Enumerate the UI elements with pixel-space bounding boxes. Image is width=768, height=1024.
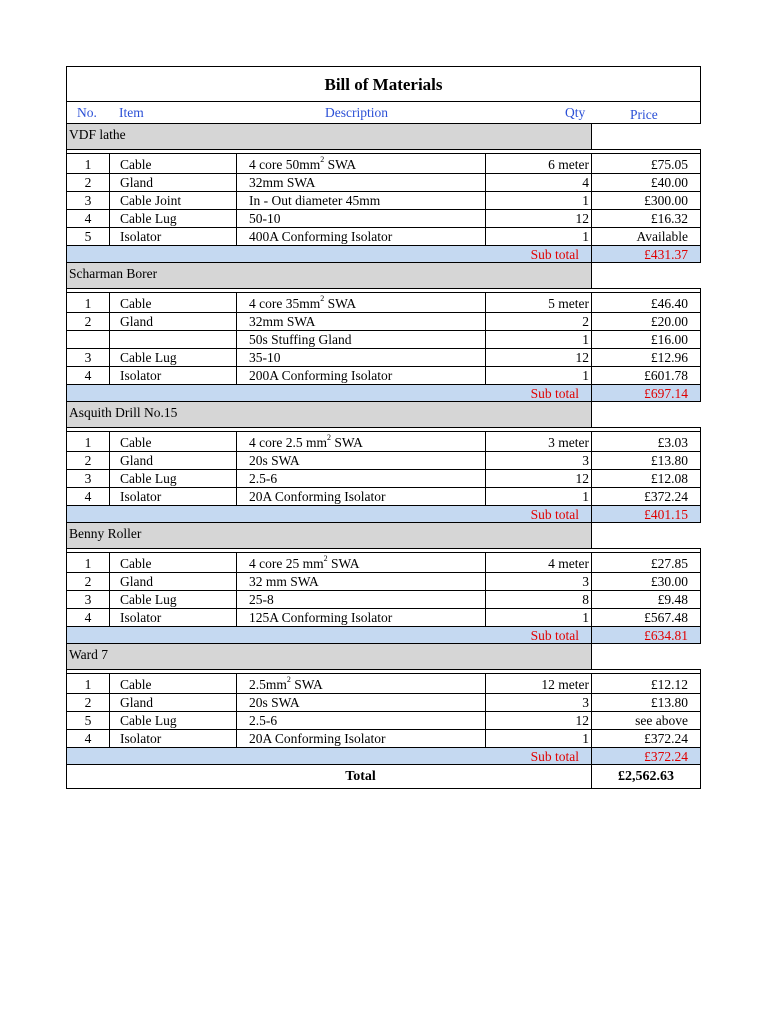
subtotal-label: Sub total xyxy=(530,386,579,401)
item-description xyxy=(236,609,485,626)
table-row xyxy=(67,711,700,729)
item-number xyxy=(67,331,109,348)
description-suffix: SWA xyxy=(290,677,323,692)
description-text: 20s SWA xyxy=(249,453,300,468)
item-description xyxy=(236,730,485,747)
item-price: £12.08 xyxy=(591,470,700,487)
table-row xyxy=(67,451,700,469)
item-name: Cable Lug xyxy=(109,591,236,608)
item-price: £12.96 xyxy=(591,349,700,366)
item-description xyxy=(236,452,485,469)
item-name: Isolator xyxy=(109,367,236,384)
subtotal-label: Sub total xyxy=(530,628,579,643)
item-qty: 3 meter xyxy=(485,432,591,451)
description-suffix: SWA xyxy=(330,435,363,450)
item-name: Cable xyxy=(109,432,236,451)
item-description xyxy=(236,313,485,330)
item-description xyxy=(236,591,485,608)
subtotal-label: Sub total xyxy=(530,507,579,522)
item-name: Cable Lug xyxy=(109,349,236,366)
item-qty: 1 xyxy=(485,730,591,747)
subtotal-row xyxy=(67,384,700,401)
table-row xyxy=(67,729,700,747)
subtotal-row xyxy=(67,747,700,764)
description-text: 20s SWA xyxy=(249,695,300,710)
item-price: £27.85 xyxy=(591,553,700,572)
item-number: 4 xyxy=(84,368,92,383)
table-row xyxy=(67,209,700,227)
bill-of-materials-table xyxy=(66,66,701,789)
item-description xyxy=(236,432,485,451)
item-price: £300.00 xyxy=(591,192,700,209)
item-number: 2 xyxy=(84,175,92,190)
item-name: Cable Joint xyxy=(109,192,236,209)
header-item: Item xyxy=(119,105,144,120)
item-name: Cable xyxy=(109,293,236,312)
superscript-2: 2 xyxy=(320,294,325,303)
description-suffix: SWA xyxy=(324,296,357,311)
item-number: 3 xyxy=(84,350,92,365)
item-qty: 1 xyxy=(485,488,591,505)
subtotal-label: Sub total xyxy=(530,749,579,764)
table-row xyxy=(67,590,700,608)
item-qty: 4 xyxy=(485,174,591,191)
item-name: Gland xyxy=(109,694,236,711)
sections-container xyxy=(67,123,700,764)
table-row xyxy=(67,469,700,487)
table-title: Bill of Materials xyxy=(324,75,443,94)
item-number: 1 xyxy=(84,435,92,450)
item-price: £75.05 xyxy=(591,154,700,173)
item-qty: 1 xyxy=(485,367,591,384)
section-name: Benny Roller xyxy=(69,526,142,541)
item-name xyxy=(109,331,236,348)
item-number: 1 xyxy=(84,157,92,172)
item-qty: 12 xyxy=(485,470,591,487)
item-qty: 1 xyxy=(485,228,591,245)
section-header-row xyxy=(67,522,700,548)
table-row xyxy=(67,173,700,191)
description-suffix: SWA xyxy=(327,556,360,571)
item-qty: 1 xyxy=(485,192,591,209)
item-description xyxy=(236,488,485,505)
item-description xyxy=(236,573,485,590)
item-qty: 3 xyxy=(485,573,591,590)
description-text: 125A Conforming Isolator xyxy=(249,610,393,625)
item-price: £601.78 xyxy=(591,367,700,384)
table-row xyxy=(67,366,700,384)
item-name: Isolator xyxy=(109,488,236,505)
item-number: 3 xyxy=(84,592,92,607)
item-description xyxy=(236,192,485,209)
item-name: Gland xyxy=(109,174,236,191)
column-header-row xyxy=(67,101,700,123)
item-qty: 12 xyxy=(485,210,591,227)
description-text: 2.5-6 xyxy=(249,713,278,728)
item-qty: 4 meter xyxy=(485,553,591,572)
description-text: 4 core 25 mm xyxy=(249,556,324,571)
total-label: Total xyxy=(345,769,376,784)
description-text: In - Out diameter 45mm xyxy=(249,193,381,208)
item-description xyxy=(236,553,485,572)
description-text: 2.5mm xyxy=(249,677,287,692)
item-number: 4 xyxy=(84,211,92,226)
description-suffix: SWA xyxy=(324,157,357,172)
item-number: 3 xyxy=(84,193,92,208)
description-text: 4 core 35mm xyxy=(249,296,321,311)
item-number: 1 xyxy=(84,556,92,571)
table-row xyxy=(67,153,700,173)
item-description xyxy=(236,228,485,245)
item-price: £30.00 xyxy=(591,573,700,590)
description-text: 32mm SWA xyxy=(249,175,316,190)
item-price: £40.00 xyxy=(591,174,700,191)
superscript-2: 2 xyxy=(323,554,328,563)
item-number: 4 xyxy=(84,731,92,746)
item-description xyxy=(236,154,485,173)
item-name: Gland xyxy=(109,573,236,590)
item-name: Cable xyxy=(109,553,236,572)
item-qty: 5 meter xyxy=(485,293,591,312)
item-price: £3.03 xyxy=(591,432,700,451)
description-text: 4 core 50mm xyxy=(249,157,321,172)
superscript-2: 2 xyxy=(286,675,291,684)
item-number: 1 xyxy=(84,677,92,692)
item-description xyxy=(236,210,485,227)
item-price: £13.80 xyxy=(591,452,700,469)
item-description xyxy=(236,674,485,693)
item-qty: 12 xyxy=(485,712,591,729)
item-price: £16.00 xyxy=(591,331,700,348)
table-row xyxy=(67,431,700,451)
table-row xyxy=(67,673,700,693)
superscript-2: 2 xyxy=(320,155,325,164)
item-price: £13.80 xyxy=(591,694,700,711)
subtotal-row xyxy=(67,245,700,262)
description-text: 50s Stuffing Gland xyxy=(249,332,352,347)
section-name: Asquith Drill No.15 xyxy=(69,405,178,420)
item-qty: 2 xyxy=(485,313,591,330)
item-name: Gland xyxy=(109,452,236,469)
item-number: 1 xyxy=(84,296,92,311)
item-qty: 12 meter xyxy=(485,674,591,693)
description-text: 32 mm SWA xyxy=(249,574,319,589)
item-price: £20.00 xyxy=(591,313,700,330)
description-text: 400A Conforming Isolator xyxy=(249,229,393,244)
table-row xyxy=(67,693,700,711)
item-number: 3 xyxy=(84,471,92,486)
table-row xyxy=(67,312,700,330)
section-price-cell xyxy=(591,523,701,548)
item-qty: 8 xyxy=(485,591,591,608)
subtotal-value: £372.24 xyxy=(591,748,700,764)
item-description xyxy=(236,712,485,729)
section-price-cell xyxy=(591,124,701,149)
item-description xyxy=(236,367,485,384)
section-name: Ward 7 xyxy=(69,647,109,662)
item-name: Cable Lug xyxy=(109,712,236,729)
item-description xyxy=(236,470,485,487)
item-price: £372.24 xyxy=(591,488,700,505)
table-row xyxy=(67,487,700,505)
description-text: 2.5-6 xyxy=(249,471,278,486)
item-number: 2 xyxy=(84,574,92,589)
item-number: 4 xyxy=(84,610,92,625)
item-description xyxy=(236,349,485,366)
item-price: see above xyxy=(591,712,700,729)
table-row xyxy=(67,348,700,366)
description-text: 25-8 xyxy=(249,592,274,607)
description-text: 4 core 2.5 mm xyxy=(249,435,327,450)
item-name: Cable xyxy=(109,154,236,173)
item-name: Isolator xyxy=(109,730,236,747)
header-qty: Qty xyxy=(565,105,586,120)
item-qty: 3 xyxy=(485,452,591,469)
item-price: Available xyxy=(591,228,700,245)
subtotal-label: Sub total xyxy=(530,247,579,262)
item-qty: 6 meter xyxy=(485,154,591,173)
item-name: Isolator xyxy=(109,228,236,245)
item-number: 5 xyxy=(84,713,92,728)
item-qty: 12 xyxy=(485,349,591,366)
table-row xyxy=(67,572,700,590)
header-price: Price xyxy=(630,107,658,122)
subtotal-value: £401.15 xyxy=(591,506,700,522)
table-row xyxy=(67,191,700,209)
section-header-row xyxy=(67,401,700,427)
table-row xyxy=(67,227,700,245)
item-name: Cable Lug xyxy=(109,470,236,487)
item-qty: 1 xyxy=(485,609,591,626)
description-text: 32mm SWA xyxy=(249,314,316,329)
table-row xyxy=(67,608,700,626)
description-text: 20A Conforming Isolator xyxy=(249,731,386,746)
section-name: Scharman Borer xyxy=(69,266,158,281)
item-description xyxy=(236,174,485,191)
item-price: £46.40 xyxy=(591,293,700,312)
item-name: Isolator xyxy=(109,609,236,626)
section-price-cell xyxy=(591,402,701,427)
table-row xyxy=(67,292,700,312)
item-name: Cable xyxy=(109,674,236,693)
item-description xyxy=(236,293,485,312)
section-header-row xyxy=(67,643,700,669)
section-price-cell xyxy=(591,263,701,288)
subtotal-value: £697.14 xyxy=(591,385,700,401)
item-name: Gland xyxy=(109,313,236,330)
item-qty: 3 xyxy=(485,694,591,711)
item-number: 4 xyxy=(84,489,92,504)
subtotal-value: £431.37 xyxy=(591,246,700,262)
section-name: VDF lathe xyxy=(69,127,126,142)
item-qty: 1 xyxy=(485,331,591,348)
item-number: 2 xyxy=(84,695,92,710)
item-description xyxy=(236,331,485,348)
section-header-row xyxy=(67,123,700,149)
header-description: Description xyxy=(325,105,388,120)
item-number: 5 xyxy=(84,229,92,244)
item-price: £12.12 xyxy=(591,674,700,693)
description-text: 50-10 xyxy=(249,211,281,226)
description-text: 35-10 xyxy=(249,350,281,365)
total-value: £2,562.63 xyxy=(591,765,700,788)
section-price-cell xyxy=(591,644,701,669)
description-text: 200A Conforming Isolator xyxy=(249,368,393,383)
description-text: 20A Conforming Isolator xyxy=(249,489,386,504)
item-number: 2 xyxy=(84,314,92,329)
subtotal-row xyxy=(67,626,700,643)
section-header-row xyxy=(67,262,700,288)
item-price: £567.48 xyxy=(591,609,700,626)
item-number: 2 xyxy=(84,453,92,468)
grand-total-row xyxy=(67,764,700,788)
item-price: £16.32 xyxy=(591,210,700,227)
superscript-2: 2 xyxy=(326,433,331,442)
item-name: Cable Lug xyxy=(109,210,236,227)
table-row xyxy=(67,552,700,572)
item-description xyxy=(236,694,485,711)
item-price: £372.24 xyxy=(591,730,700,747)
table-row xyxy=(67,330,700,348)
subtotal-row xyxy=(67,505,700,522)
header-no: No. xyxy=(77,105,97,120)
item-price: £9.48 xyxy=(591,591,700,608)
subtotal-value: £634.81 xyxy=(591,627,700,643)
